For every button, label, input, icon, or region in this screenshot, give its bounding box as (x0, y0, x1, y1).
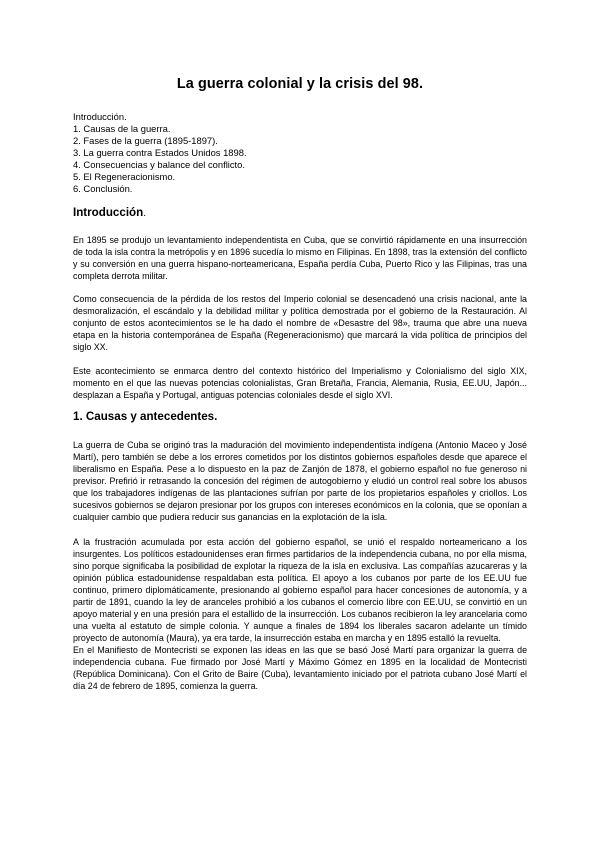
toc-item: 2. Fases de la guerra (1895-1897). (73, 135, 218, 146)
paragraph: Como consecuencia de la pérdida de los restos del Imperio colonial se desencadenó una crisis nacional, ante la desmoralización, el escándalo y la debilidad militar y política demostrada por el gobierno de la Restauración. Al conjunto de estos acontecimientos se le ha dado el nombre de «Desastre del 98», trauma que abre una nueva etapa en la historia contemporánea de España (Regeneracionismo) que marcará la vida política de principios del siglo XX. (73, 294, 527, 352)
section-heading-introduccion (73, 206, 146, 219)
toc-item: 5. El Regeneracionismo. (73, 171, 176, 182)
toc-item: 1. Causas de la guerra. (73, 123, 171, 134)
paragraph: A la frustración acumulada por esta acción del gobierno español, se unió el respaldo norteamericano a los insurgentes. Los políticos estadounidenses eran firmes partidarios de la independencia cubana, no por ella misma, sino porque significaba la posibilidad de explotar la riqueza de la isla en exclusiva. Las compañías azucareras y la opinión pública estadounidense respaldaban esta política. El apoyo a los cubanos por parte de los EE.UU fue continuo, primero diplomáticamente, presionando al gobierno español para hacer concesiones de autonomía, y a partir de 1891, cuando la ley de aranceles prohibió a los cubanos el comercio libre con EE.UU, se convirtió en un apoyo material y en una presión para el estallido de la insurrección. Los cubanos recibieron la ley arancelaria como una vuelta al estatuto de simple colonia. Y aunque a finales de 1894 los liberales sacaron adelante un tímido proyecto de autonomía (Maura), ya era tarde, la insurrección estaba en marcha y en 1895 estalló la revuelta. (73, 537, 527, 643)
section-heading-text: Introducción (73, 206, 144, 219)
section-heading-causas: 1. Causas y antecedentes. (73, 410, 218, 423)
toc-item: Introducción. (73, 111, 127, 122)
toc-item: 4. Consecuencias y balance del conflicto. (73, 159, 245, 170)
toc-item: 3. La guerra contra Estados Unidos 1898. (73, 147, 247, 158)
toc-item: 6. Conclusión. (73, 183, 133, 194)
paragraph: La guerra de Cuba se originó tras la maduración del movimiento independentista indígena (Antonio Maceo y José Martí), pero también se debe a los errores cometidos por los distintos gobiernos españoles desde que aparece el liberalismo en España. Pese a lo dispuesto en la paz de Zanjón de 1878, el gobierno español no fue generoso ni previsor. Prefirió ir retrasando la concesión del régimen de autogobierno y eludió un control real sobre los abusos que los trabajadores indígenas de las plantaciones sufrían por parte de los propietarios españoles y criollos. Los sucesivos gobiernos se dejaron presionar por los grupos con intereses económicos en la colonia, que se oponían a cualquier cambio que pudiera reducir sus ganancias en la explotación de la isla. (73, 440, 527, 522)
page-title: La guerra colonial y la crisis del 98. (176, 76, 424, 92)
section-heading-dot: . (143, 208, 146, 219)
table-of-contents (73, 111, 533, 195)
paragraph: En el Manifiesto de Montecristi se exponen las ideas en las que se basó José Martí para organizar la guerra de independencia cubana. Fue firmado por José Martí y Máximo Gómez en 1895 en la localidad de Montecristi (República Dominicana). Con el Grito de Baire (Cuba), levantamiento iniciado por el patriota cubano José Martí el día 24 de febrero de 1895, comienza la guerra. (73, 645, 527, 691)
paragraph: Este acontecimiento se enmarca dentro del contexto histórico del Imperialismo y Colonialismo del siglo XIX, momento en el que las nuevas potencias colonialistas, Gran Bretaña, Francia, Alemania, Rusia, EE.UU, Japón... desplazan a España y Portugal, antiguas potencias coloniales desde el siglo XVI. (73, 366, 527, 400)
paragraph: En 1895 se produjo un levantamiento independentista en Cuba, que se convirtió rápidamente en una insurrección de toda la isla contra la metrópolis y en 1896 sucedía lo mismo en Filipinas. En 1898, tras la extensión del conflicto y su conversión en una guerra hispano-norteamericana, España perdía Cuba, Puerto Rico y las Filipinas, tras una completa derrota militar. (73, 235, 527, 281)
